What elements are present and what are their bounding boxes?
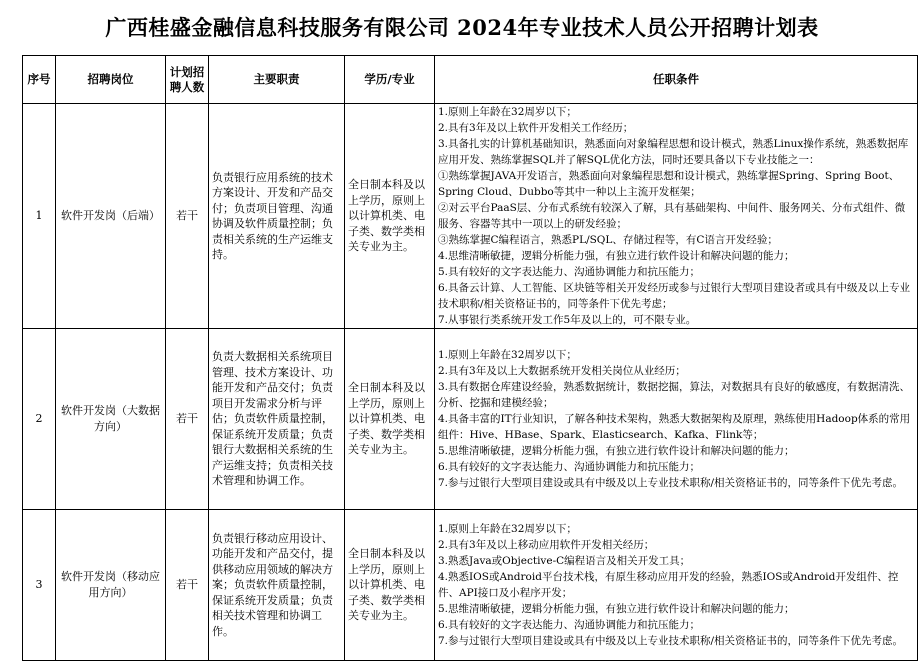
page-title: 广西桂盛金融信息科技服务有限公司 2024年专业技术人员公开招聘计划表 xyxy=(105,15,819,40)
header-position: 招聘岗位 xyxy=(56,56,166,104)
row-position: 软件开发岗（大数据方向） xyxy=(56,329,166,510)
requirement-line: 1.原则上年龄在32周岁以下； xyxy=(438,349,577,361)
row-position: 软件开发岗（后端） xyxy=(56,104,166,329)
row-education: 全日制本科及以上学历，原则上以计算机类、电子类、数学类相关专业为主。 xyxy=(345,329,435,510)
requirement-line: 4.熟悉IOS或Android平台技术栈，有原生移动应用开发的经验，熟悉IOS或Android开发组件、控件、API接口及小程序开发； xyxy=(438,571,899,599)
row-no: 2 xyxy=(23,329,56,510)
row-position: 软件开发岗（移动应用方向） xyxy=(56,510,166,661)
requirement-line: 4.思维清晰敏捷，逻辑分析能力强，有独立进行软件设计和解决问题的能力； xyxy=(438,250,795,262)
row-headcount: 若干 xyxy=(166,104,209,329)
row-requirements xyxy=(435,104,918,329)
header-headcount: 计划招聘人数 xyxy=(166,56,209,104)
row-duties: 负责银行移动应用设计、功能开发和产品交付，提供移动应用领域的解决方案；负责软件质量控制，保证系统开发质量；负责相关技术管理和协调工作。 xyxy=(209,510,345,661)
table-header-row xyxy=(23,56,918,104)
requirement-line: 4.具备丰富的IT行业知识，了解各种技术架构，熟悉大数据架构及原理，熟练使用Hadoop体系的常用组件：Hive、HBase、Spark、Elasticsearch、Kafka、Flink等； xyxy=(438,413,911,441)
requirement-line: ③熟练掌握C编程语言，熟悉PL/SQL、存储过程等，有C语言开发经验； xyxy=(438,234,778,246)
requirement-line: 7.从事银行类系统开发工作5年及以上的，可不限专业。 xyxy=(438,314,697,326)
row-no: 1 xyxy=(23,104,56,329)
requirement-line: 3.熟悉Java或Objective-C编程语言及相关开发工具； xyxy=(438,555,691,567)
requirement-line: 5.思维清晰敏捷，逻辑分析能力强，有独立进行软件设计和解决问题的能力； xyxy=(438,445,795,457)
requirement-line: 5.思维清晰敏捷，逻辑分析能力强，有独立进行软件设计和解决问题的能力； xyxy=(438,603,795,615)
requirement-line: 2.具有3年及以上移动应用软件开发相关经历； xyxy=(438,539,655,551)
header-duties: 主要职责 xyxy=(209,56,345,104)
row-requirements xyxy=(435,329,918,510)
requirement-line: 1.原则上年龄在32周岁以下； xyxy=(438,523,577,535)
row-requirements xyxy=(435,510,918,661)
table-row xyxy=(23,104,918,329)
header-requirements: 任职条件 xyxy=(435,56,918,104)
requirement-line: 6.具备云计算、人工智能、区块链等相关开发经历或参与过银行大型项目建设者或具有中级及以上专业技术职称/相关资格证书的，同等条件下优先考虑； xyxy=(438,282,911,310)
header-no: 序号 xyxy=(23,56,56,104)
requirement-line: 5.具有较好的文字表达能力、沟通协调能力和抗压能力； xyxy=(438,266,701,278)
row-duties: 负责大数据相关系统项目管理、技术方案设计、功能开发和产品交付；负责项目开发需求分析与评估；负责软件质量控制，保证系统开发质量；负责银行大数据相关系统的生产运维支持；负责相关技术管理和协调工作。 xyxy=(209,329,345,510)
row-education: 全日制本科及以上学历，原则上以计算机类、电子类、数学类相关专业为主。 xyxy=(345,510,435,661)
requirement-line: 2.具有3年及以上大数据系统开发相关岗位从业经历； xyxy=(438,365,686,377)
recruitment-table xyxy=(22,55,918,661)
requirement-line: 1.原则上年龄在32周岁以下； xyxy=(438,106,577,118)
row-headcount: 若干 xyxy=(166,329,209,510)
requirement-line: 7.参与过银行大型项目建设或具有中级及以上专业技术职称/相关资格证书的，同等条件下优先考虑。 xyxy=(438,635,904,647)
row-no: 3 xyxy=(23,510,56,661)
row-education: 全日制本科及以上学历，原则上以计算机类、电子类、数学类相关专业为主。 xyxy=(345,104,435,329)
requirement-line: 2.具有3年及以上软件开发相关工作经历； xyxy=(438,122,634,134)
requirement-line: 3.具备扎实的计算机基础知识，熟悉面向对象编程思想和设计模式，熟悉Linux操作系统，熟悉数据库应用开发、熟练掌握SQL并了解SQL优化方法，同时还要具备以下专业技能之一： xyxy=(438,138,909,166)
requirement-line: 7.参与过银行大型项目建设或具有中级及以上专业技术职称/相关资格证书的，同等条件下优先考虑。 xyxy=(438,477,904,489)
table-row xyxy=(23,329,918,510)
row-headcount: 若干 xyxy=(166,510,209,661)
requirement-line: ②对云平台PaaS层、分布式系统有较深入了解，具有基础架构、中间件、服务网关、分布式组件、微服务、容器等其中一项以上的研发经验； xyxy=(438,202,906,230)
requirement-line: 3.具有数据仓库建设经验，熟悉数据统计，数据挖掘，算法，对数据具有良好的敏感度，有数据清洗、分析、挖掘和建模经验； xyxy=(438,381,911,409)
table-row xyxy=(23,510,918,661)
requirement-line: 6.具有较好的文字表达能力、沟通协调能力和抗压能力； xyxy=(438,619,701,631)
header-education: 学历/专业 xyxy=(345,56,435,104)
requirement-line: 6.具有较好的文字表达能力、沟通协调能力和抗压能力； xyxy=(438,461,701,473)
row-duties: 负责银行应用系统的技术方案设计、开发和产品交付；负责项目管理、沟通协调及软件质量控制；负责相关系统的生产运维支持。 xyxy=(209,104,345,329)
requirement-line: ①熟练掌握JAVA开发语言，熟悉面向对象编程思想和设计模式，熟练掌握Spring、Spring Boot、Spring Cloud、Dubbo等其中一种以上主流开发框架； xyxy=(438,170,900,198)
